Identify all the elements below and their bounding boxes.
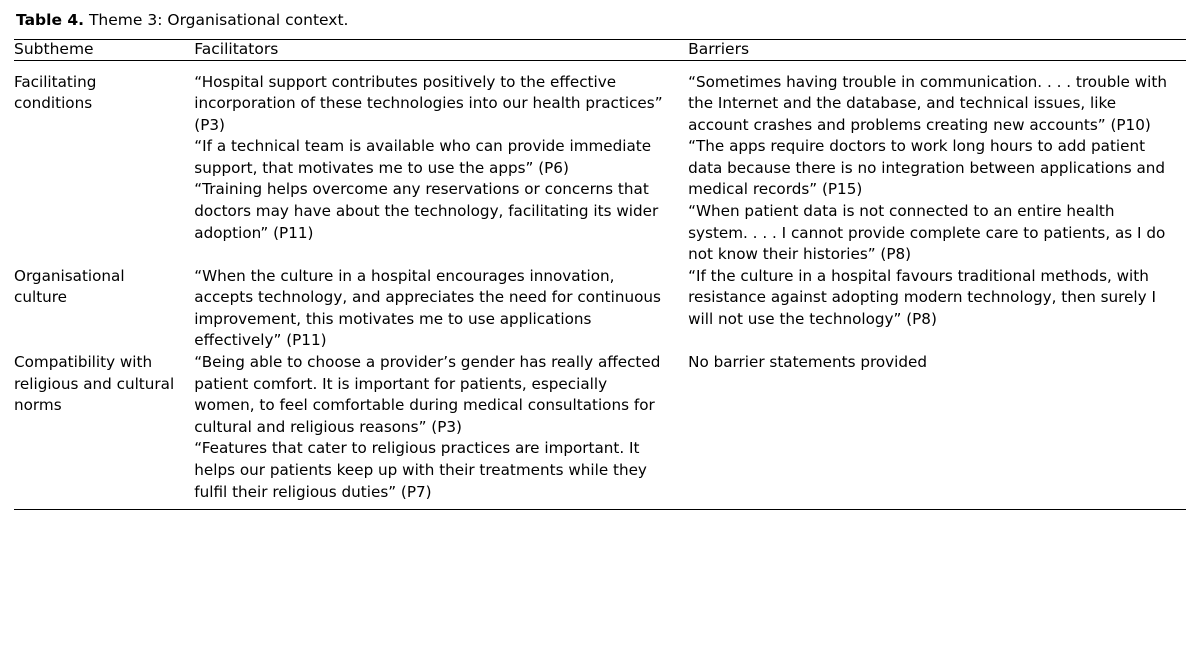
row-subtheme-label: Organisational culture xyxy=(14,266,125,307)
table-row xyxy=(14,61,1186,266)
row-subtheme-cell xyxy=(14,266,194,352)
row-subtheme-cell xyxy=(14,352,194,503)
row-facilitators-cell xyxy=(194,352,688,503)
quote: “Being able to choose a provider’s gender has really affected patient comfort. It is important for patients, especially women, to feel comfortable during medical consultations for cultural and religious reasons” (P3) xyxy=(194,353,661,436)
table-row xyxy=(14,266,1186,352)
quote: “Sometimes having trouble in communication. . . . trouble with the Internet and the database, and technical issues, like account crashes and problems creating new accounts” (P10) xyxy=(688,72,1167,134)
quote: “If the culture in a hospital favours traditional methods, with resistance against adopting modern technology, then surely I will not use the technology” (P8) xyxy=(688,266,1156,328)
quote: “The apps require doctors to work long hours to add patient data because there is no integration between applications and medical records” (P15) xyxy=(688,137,1166,199)
row-barriers-cell xyxy=(688,61,1186,266)
table-bottom-rule xyxy=(14,509,1186,510)
table-caption-text: Theme 3: Organisational context. xyxy=(88,11,349,29)
row-barriers-cell xyxy=(688,266,1186,352)
column-header-barriers-label: Barriers xyxy=(688,40,750,59)
row-subtheme-label: Facilitating conditions xyxy=(14,72,97,113)
table-caption-label: Table 4. xyxy=(16,11,85,29)
quote: “When the culture in a hospital encourages innovation, accepts technology, and appreciates the need for continuous improvement, this motivates me to use applications effectively” (P11) xyxy=(194,266,661,350)
row-subtheme-cell xyxy=(14,61,194,266)
column-header-subtheme xyxy=(14,40,194,59)
row-facilitators-cell xyxy=(194,61,688,266)
column-header-facilitators-label: Facilitators xyxy=(194,40,279,59)
column-header-facilitators xyxy=(194,40,688,59)
quote: No barrier statements provided xyxy=(688,353,928,372)
table-row xyxy=(14,352,1186,503)
column-header-subtheme-label: Subtheme xyxy=(14,40,94,59)
quote: “Hospital support contributes positively to the effective incorporation of these technologies into our health practices” (P3) xyxy=(194,72,663,134)
theme-table-body xyxy=(14,61,1186,504)
row-facilitators-cell xyxy=(194,266,688,352)
row-barriers-cell xyxy=(688,352,1186,503)
quote: “When patient data is not connected to an entire health system. . . . I cannot provide complete care to patients, as I do not know their histories” (P8) xyxy=(688,201,1166,264)
column-header-barriers xyxy=(688,40,1186,59)
table-header-row xyxy=(14,40,1186,59)
quote: “If a technical team is available who can provide immediate support, that motivates me to use the apps” (P6) xyxy=(194,137,652,177)
table-caption xyxy=(14,0,1186,39)
quote: “Features that cater to religious practices are important. It helps our patients keep up with their treatments while they fulfil their religious duties” (P7) xyxy=(194,439,647,501)
table-head xyxy=(14,40,1186,59)
row-subtheme-label: Compatibility with religious and cultural norms xyxy=(14,353,175,415)
theme-table xyxy=(14,40,1186,59)
quote: “Training helps overcome any reservations or concerns that doctors may have about the technology, facilitating its wider adoption” (P11) xyxy=(194,180,659,242)
